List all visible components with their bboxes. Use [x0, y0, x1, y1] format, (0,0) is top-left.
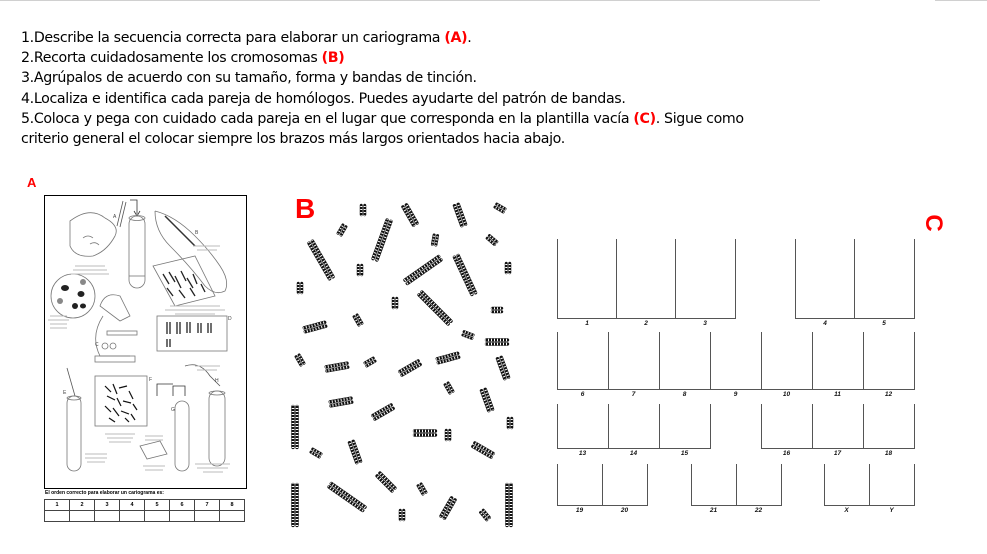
instruction-4: 4.Localiza e identifica cada pareja de homólogos. Puedes ayudarte del patrón de bandas. [21, 90, 626, 107]
order-table-answer-row [45, 511, 245, 522]
slot-label-3: 3 [703, 320, 707, 327]
karyotype-slot-14[interactable] [608, 404, 660, 448]
karyotype-slot-16[interactable] [761, 404, 813, 448]
order-header-cell: 7 [195, 500, 220, 511]
karyotype-group-sex-chromosomes [824, 464, 915, 506]
order-header-cell: 3 [95, 500, 120, 511]
order-answer-cell[interactable] [220, 511, 245, 522]
karyotype-slot-12[interactable] [863, 332, 915, 389]
karyotype-group-13-15 [557, 404, 711, 449]
order-answer-cell[interactable] [195, 511, 220, 522]
instruction-5: 5.Coloca y pega con cuidado cada pareja en el lugar que corresponda en la plantilla vacía (C). Sigue como [21, 110, 744, 127]
slot-label-14: 14 [629, 450, 638, 457]
instruction-3: 3.Agrúpalos de acuerdo con su tamaño, forma y bandas de tinción. [21, 70, 477, 87]
slot-label-15: 15 [680, 450, 689, 457]
karyotype-group-16-18 [761, 404, 915, 449]
slot-label-6: 6 [580, 391, 585, 398]
karyotype-slot-4[interactable] [795, 239, 855, 318]
karyotype-slot-3[interactable] [675, 239, 736, 318]
slot-label-21: 21 [709, 507, 718, 514]
order-header-cell: 4 [120, 500, 145, 511]
karyotype-slot-8[interactable] [659, 332, 711, 389]
karyotype-slot-9[interactable] [710, 332, 762, 389]
svg-text:G: G [171, 407, 175, 413]
karyotype-slot-5[interactable] [854, 239, 915, 318]
order-header-cell: 6 [170, 500, 195, 511]
karyotype-group-4-5 [795, 239, 915, 319]
slot-label-2: 2 [644, 320, 648, 327]
slot-label-9: 9 [733, 391, 738, 398]
karyotype-slot-2[interactable] [616, 239, 676, 318]
karyotype-slot-1[interactable] [557, 239, 617, 318]
order-answer-cell[interactable] [145, 511, 170, 522]
slot-label-13: 13 [578, 450, 587, 457]
karyotype-slot-17[interactable] [812, 404, 864, 448]
instruction-5-continued: criterio general el colocar siempre los brazos más largos orientados hacia abajo. [21, 131, 565, 148]
order-header-cell: 5 [145, 500, 170, 511]
chromosome-cutouts [285, 190, 525, 535]
karyotype-group-21-22 [691, 464, 782, 506]
svg-text:F: F [149, 377, 153, 383]
order-table-title: El orden correcto para elaborar un cariograma es: [45, 490, 164, 496]
section-a-label: A [27, 175, 37, 190]
svg-text:C: C [95, 342, 99, 348]
karyotype-slot-22[interactable] [736, 464, 782, 505]
karyotype-slot-7[interactable] [608, 332, 660, 389]
karyotype-slot-6[interactable] [557, 332, 609, 389]
slot-label-11: 11 [834, 391, 841, 398]
order-answer-cell[interactable] [70, 511, 95, 522]
karyotype-slot-11[interactable] [812, 332, 864, 389]
top-border-line [935, 0, 987, 1]
chromosome-icons [292, 202, 514, 527]
order-answer-cell[interactable] [45, 511, 70, 522]
order-answer-cell[interactable] [120, 511, 145, 522]
slot-label-17: 17 [833, 450, 842, 457]
slot-label-18: 18 [884, 450, 893, 457]
section-c-label: C [920, 214, 947, 232]
slot-label-4: 4 [823, 320, 827, 327]
order-header-cell: 1 [45, 500, 70, 511]
instruction-2: 2.Recorta cuidadosamente los cromosomas (B) [21, 50, 345, 67]
instruction-1: 1.Describe la secuencia correcta para elaborar un cariograma (A). [21, 30, 472, 46]
karyotype-group-1-3 [557, 239, 736, 319]
slot-label-x: X [844, 507, 849, 514]
order-answer-cell[interactable] [95, 511, 120, 522]
karyotype-slot-21[interactable] [691, 464, 737, 505]
slot-label-1: 1 [585, 320, 589, 327]
karyotype-slot-19[interactable] [557, 464, 603, 505]
slot-label-16: 16 [782, 450, 791, 457]
svg-text:A: A [113, 214, 117, 220]
slot-label-10: 10 [782, 391, 791, 398]
svg-text:H: H [215, 378, 219, 384]
section-b-label: B [295, 193, 316, 224]
svg-text:B: B [195, 230, 199, 236]
karyotype-slot-13[interactable] [557, 404, 609, 448]
karyotype-slot-20[interactable] [602, 464, 648, 505]
karyotype-slot-10[interactable] [761, 332, 813, 389]
svg-text:E: E [63, 390, 67, 396]
order-table-header-row [45, 500, 245, 511]
slot-label-12: 12 [884, 391, 893, 398]
karyotype-slot-15[interactable] [659, 404, 711, 448]
procedure-drawing [45, 196, 246, 488]
karyotype-procedure-illustration [44, 195, 247, 489]
instructions-list [21, 28, 821, 149]
svg-text:D: D [228, 316, 232, 322]
order-answer-cell[interactable] [170, 511, 195, 522]
order-header-cell: 2 [70, 500, 95, 511]
top-border-line [0, 0, 820, 1]
slot-label-y: Y [889, 507, 894, 514]
karyotype-group-19-20 [557, 464, 648, 506]
slot-label-19: 19 [575, 507, 584, 514]
slot-label-8: 8 [682, 391, 687, 398]
slot-label-5: 5 [882, 320, 886, 327]
chromosome-scatter [285, 190, 525, 535]
order-header-cell: 8 [220, 500, 245, 511]
karyotype-group-6-12 [557, 332, 915, 390]
karyotype-slot-18[interactable] [863, 404, 915, 448]
slot-label-22: 22 [754, 507, 763, 514]
slot-label-20: 20 [620, 507, 629, 514]
karyotype-slot-x[interactable] [824, 464, 870, 505]
slot-label-7: 7 [631, 391, 636, 398]
karyotype-slot-y[interactable] [869, 464, 915, 505]
order-answer-table [44, 499, 245, 522]
